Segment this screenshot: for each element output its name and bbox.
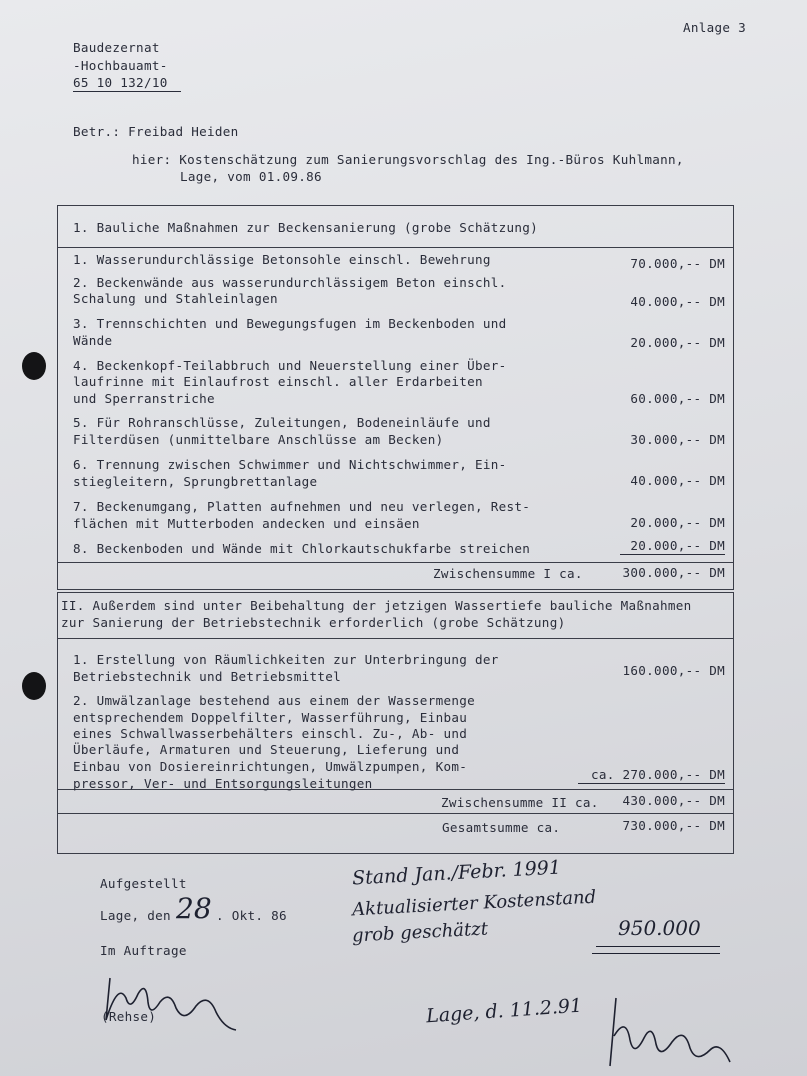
- section2-divider: [57, 638, 734, 639]
- item-text-line: Schalung und Stahleinlagen: [73, 291, 278, 306]
- total-amount: 730.000,-- DM: [622, 818, 725, 833]
- handwritten-day: 28: [176, 892, 212, 925]
- item-amount: 40.000,-- DM: [630, 473, 725, 488]
- subject-detail: hier: Kostenschätzung zum Sanierungsvorschlag des Ing.-Büros Kuhlmann,: [132, 152, 684, 167]
- item-text-line: Einbau von Dosiereinrichtungen, Umwälzpumpen, Kom-: [73, 759, 468, 774]
- on-behalf-label: Im Auftrage: [100, 943, 187, 958]
- punch-hole-top: [22, 352, 46, 380]
- item-amount: 20.000,-- DM: [630, 515, 725, 530]
- office-department: Baudezernat: [73, 40, 160, 55]
- section2-heading: II. Außerdem sind unter Beibehaltung der jetzigen Wassertiefe bauliche Maßnahmen: [61, 598, 692, 613]
- attachment-label: Anlage 3: [683, 20, 747, 35]
- date-month-year: . Okt. 86: [216, 908, 287, 923]
- section1-heading: 1. Bauliche Maßnahmen zur Beckensanierung (grobe Schätzung): [73, 220, 539, 235]
- handwritten-estimate: grob geschätzt: [351, 918, 489, 947]
- item-text-line: 4. Beckenkopf-Teilabbruch und Neuerstellung einer Über-: [73, 358, 507, 373]
- prepared-label: Aufgestellt: [100, 876, 187, 891]
- item-text-line: 1. Erstellung von Räumlichkeiten zur Unterbringung der: [73, 652, 499, 667]
- subject-detail-cont: Lage, vom 01.09.86: [180, 169, 322, 184]
- signature-left: [96, 972, 246, 1034]
- subtotal1-divider: [57, 562, 734, 563]
- item-amount: 20.000,-- DM: [620, 538, 725, 555]
- item-amount: 60.000,-- DM: [630, 391, 725, 406]
- item-text-line: 6. Trennung zwischen Schwimmer und Nichtschwimmer, Ein-: [73, 457, 507, 472]
- item-text-line: Filterdüsen (unmittelbare Anschlüsse am Becken): [73, 432, 444, 447]
- item-text-line: pressor, Ver- und Entsorgungsleitungen: [73, 776, 373, 791]
- item-amount: 30.000,-- DM: [630, 432, 725, 447]
- section2-heading-cont: zur Sanierung der Betriebstechnik erforderlich (grobe Schätzung): [61, 615, 566, 630]
- signature-right: [596, 996, 736, 1070]
- item-text-line: und Sperranstriche: [73, 391, 215, 406]
- subtotal1-amount: 300.000,-- DM: [622, 565, 725, 580]
- item-amount: 70.000,-- DM: [630, 256, 725, 271]
- handwritten-status: Stand Jan./Febr. 1991: [351, 856, 562, 890]
- item-text-line: 2. Umwälzanlage bestehend aus einem der Wassermenge: [73, 693, 475, 708]
- subtotal2-label: Zwischensumme II ca.: [441, 795, 599, 810]
- item-text-line: laufrinne mit Einlaufrost einschl. aller Erdarbeiten: [73, 374, 483, 389]
- handwritten-amount: 950.000: [618, 916, 701, 940]
- subject-line: Betr.: Freibad Heiden: [73, 124, 239, 139]
- item-amount: 160.000,-- DM: [622, 663, 725, 678]
- item-amount: ca. 270.000,-- DM: [578, 767, 725, 784]
- item-text-line: entsprechendem Doppelfilter, Wasserführung, Einbau: [73, 710, 468, 725]
- item-text-line: Betriebstechnik und Betriebsmittel: [73, 669, 341, 684]
- handwritten-underline: [596, 946, 720, 947]
- section1-divider: [57, 247, 734, 248]
- item-amount: 40.000,-- DM: [630, 294, 725, 309]
- item-text-line: 8. Beckenboden und Wände mit Chlorkautschukfarbe streichen: [73, 541, 531, 556]
- place-label: Lage, den: [100, 908, 171, 923]
- item-text-line: flächen mit Mutterboden andecken und einsäen: [73, 516, 420, 531]
- item-text-line: 5. Für Rohranschlüsse, Zuleitungen, Bodeneinläufe und: [73, 415, 491, 430]
- item-text-line: 7. Beckenumgang, Platten aufnehmen und neu verlegen, Rest-: [73, 499, 531, 514]
- punch-hole-bottom: [22, 672, 46, 700]
- item-amount: 20.000,-- DM: [630, 335, 725, 350]
- handwritten-date: Lage, d. 11.2.91: [425, 994, 583, 1028]
- item-text-line: 1. Wasserundurchlässige Betonsohle einschl. Bewehrung: [73, 252, 491, 267]
- subtotal1-label: Zwischensumme I ca.: [433, 566, 583, 581]
- office-subdepartment: -Hochbauamt-: [73, 58, 168, 73]
- item-text-line: 2. Beckenwände aus wasserundurchlässigem Beton einschl.: [73, 275, 507, 290]
- item-text-line: 3. Trennschichten und Bewegungsfugen im Beckenboden und: [73, 316, 507, 331]
- file-reference: 65 10 132/10: [73, 75, 181, 92]
- item-text-line: Überläufe, Armaturen und Steuerung, Lieferung und: [73, 742, 460, 757]
- item-text-line: Wände: [73, 333, 113, 348]
- handwritten-double-underline: [592, 953, 720, 954]
- handwritten-updated: Aktualisierter Kostenstand: [351, 886, 597, 921]
- subtotal2-amount: 430.000,-- DM: [622, 793, 725, 808]
- item-text-line: eines Schwallwasserbehälters einschl. Zu-, Ab- und: [73, 726, 468, 741]
- item-text-line: stiegleitern, Sprungbrettanlage: [73, 474, 318, 489]
- subtotal2-divider-bottom: [57, 813, 734, 814]
- total-label: Gesamtsumme ca.: [442, 820, 561, 835]
- signer-name: (Rehse): [101, 1009, 157, 1024]
